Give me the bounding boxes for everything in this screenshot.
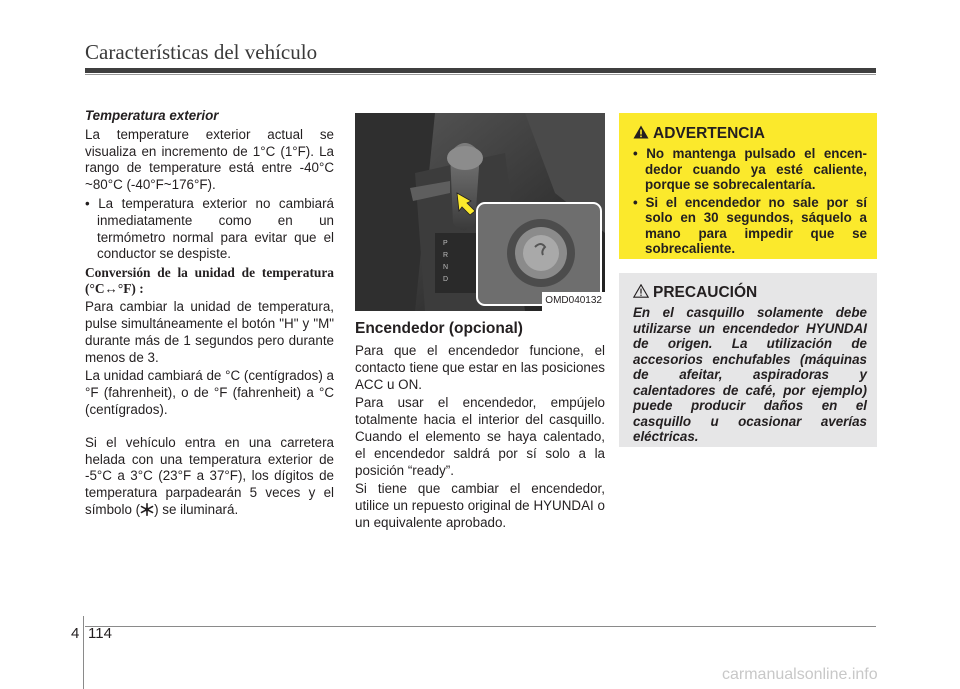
header-rule-thin (85, 74, 876, 75)
warning-box (619, 113, 877, 259)
outside-temp-subhead: Temperatura exterior (85, 108, 219, 123)
svg-text:P: P (443, 240, 448, 247)
svg-text:N: N (443, 264, 449, 271)
icy-road-text-a: Si el vehículo entra en una carretera helada con una temperatura exterior de -5°C a 3°C (23°F a 37°F), los dígitos de temperatura parpadearán 5 veces y el símbolo ( (85, 434, 334, 517)
outside-temp-paragraph: La temperature exterior actual se visualiza en incremento de 1°C (1°F). La rango de temperature está entre -40°C ~80°C (-40°F~176°F). (85, 126, 334, 193)
cigarette-lighter-photo (355, 113, 605, 311)
warning-title: ADVERTENCIA (653, 125, 765, 142)
caution-triangle-icon (633, 284, 649, 298)
caution-title: PRECAUCIÓN (653, 284, 758, 301)
unit-conversion-heading: Conversión de la unidad de temperatura (°C↔°F) : (85, 265, 334, 297)
watermark: carmanualsonline.info (722, 666, 878, 683)
console-illustration (355, 113, 605, 311)
unit-conversion-paragraph: Para cambiar la unidad de temperatura, pulse simultáneamente el botón "H" y "M" durante más de 1 segundos pero durante menos de 3. (85, 299, 334, 365)
lighter-paragraph-3: Si tiene que cambiar el encendedor, utilice un repuesto original de HYUNDAI o un equivalente aprobado. (355, 481, 605, 530)
icy-road-paragraph (85, 435, 334, 519)
warning-triangle-icon (633, 125, 649, 139)
caution-box (619, 273, 877, 447)
icy-road-text-b: ) se iluminará. (154, 501, 239, 517)
footer-rule (85, 626, 876, 627)
header-rule (85, 68, 876, 73)
chapter-number: 4 (71, 625, 80, 642)
caution-text: En el casquillo solamente debe utilizarse un encendedor HYUNDAI de origen. La utilización de accesorios enchufables (máquinas de afeitar, aspiradoras y calentadores de café, por ejemplo) puede producir daños en el casquillo u ocasionar averías eléctricas. (633, 305, 867, 444)
middle-column (355, 113, 605, 534)
warning-item: • No mantenga pulsado el encen-dedor cuando ya esté caliente, porque se sobrecalentaría. (633, 146, 867, 192)
left-column (85, 108, 334, 521)
page-header-title: Características del vehículo (85, 40, 318, 64)
unit-change-paragraph: La unidad cambiará de °C (centígrados) a °F (fahrenheit), o de °F (fahrenheit) a °C (centígrados). (85, 368, 334, 417)
snowflake-icon (140, 503, 154, 516)
caution-heading (633, 284, 757, 302)
warning-list (633, 146, 867, 259)
warning-item: • Si el encendedor no sale por sí solo en 30 segundos, sáquelo a mano para impedir que se sobrecaliente. (633, 194, 867, 256)
lighter-section-title: Encendedor (opcional) (355, 320, 523, 337)
photo-reference-code: OMD040132 (542, 292, 605, 311)
page-number: 114 (88, 625, 112, 642)
outside-temp-bullet: • La temperatura exterior no cambiará inmediatamente como en un termómetro normal para evitar que el conductor se despiste. (85, 195, 334, 262)
svg-text:D: D (443, 276, 449, 283)
lighter-paragraph-1: Para que el encendedor funcione, el contacto tiene que estar en las posiciones ACC u ON. (355, 343, 605, 392)
footer-divider (83, 616, 84, 689)
lighter-paragraph-2: Para usar el encendedor, empújelo totalmente hacia el interior del casquillo. Cuando el elemento se haya calentado, el encendedor saldrá por sí solo a la posición “ready”. (355, 395, 605, 478)
warning-heading (633, 125, 765, 143)
svg-text:R: R (443, 252, 449, 259)
